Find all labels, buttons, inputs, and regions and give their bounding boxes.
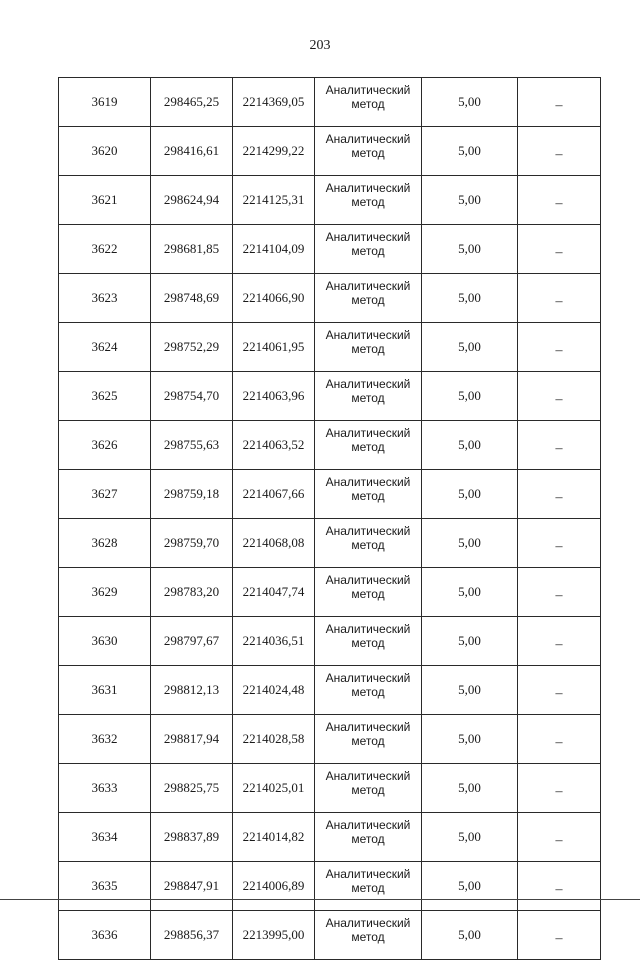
point-number-cell: 3623 <box>59 274 151 323</box>
y-coordinate-cell: 2214104,09 <box>233 225 315 274</box>
method-cell <box>315 470 422 519</box>
point-number-cell: 3630 <box>59 617 151 666</box>
x-coordinate-cell: 298856,37 <box>151 911 233 960</box>
empty-dash-cell: – <box>518 78 601 127</box>
y-coordinate-cell: 2214061,95 <box>233 323 315 372</box>
x-coordinate-cell: 298759,70 <box>151 519 233 568</box>
table-row <box>59 862 601 911</box>
method-cell <box>315 568 422 617</box>
method-cell <box>315 372 422 421</box>
x-coordinate-cell: 298847,91 <box>151 862 233 911</box>
accuracy-value-cell: 5,00 <box>422 764 518 813</box>
method-line-1: Аналитический <box>325 426 411 440</box>
point-number-cell: 3635 <box>59 862 151 911</box>
x-coordinate-cell: 298754,70 <box>151 372 233 421</box>
table-body <box>59 78 601 960</box>
empty-dash-cell: – <box>518 764 601 813</box>
y-coordinate-cell: 2214068,08 <box>233 519 315 568</box>
empty-dash-cell: – <box>518 911 601 960</box>
method-line-1: Аналитический <box>325 279 411 293</box>
empty-dash-cell: – <box>518 666 601 715</box>
x-coordinate-cell: 298759,18 <box>151 470 233 519</box>
x-coordinate-cell: 298812,13 <box>151 666 233 715</box>
x-coordinate-cell: 298755,63 <box>151 421 233 470</box>
empty-dash-cell: – <box>518 225 601 274</box>
accuracy-value-cell: 5,00 <box>422 911 518 960</box>
accuracy-value-cell: 5,00 <box>422 225 518 274</box>
method-cell <box>315 127 422 176</box>
accuracy-value-cell: 5,00 <box>422 813 518 862</box>
empty-dash-cell: – <box>518 176 601 225</box>
table-row <box>59 519 601 568</box>
point-number-cell: 3624 <box>59 323 151 372</box>
y-coordinate-cell: 2214024,48 <box>233 666 315 715</box>
method-line-2: метод <box>351 244 385 258</box>
method-line-2: метод <box>351 489 385 503</box>
y-coordinate-cell: 2214067,66 <box>233 470 315 519</box>
point-number-cell: 3632 <box>59 715 151 764</box>
table-row <box>59 176 601 225</box>
x-coordinate-cell: 298748,69 <box>151 274 233 323</box>
empty-dash-cell: – <box>518 127 601 176</box>
x-coordinate-cell: 298837,89 <box>151 813 233 862</box>
method-cell <box>315 813 422 862</box>
method-line-2: метод <box>351 146 385 160</box>
empty-dash-cell: – <box>518 715 601 764</box>
method-cell <box>315 421 422 470</box>
empty-dash-cell: – <box>518 813 601 862</box>
method-cell <box>315 78 422 127</box>
empty-dash-cell: – <box>518 372 601 421</box>
method-cell <box>315 666 422 715</box>
table-row <box>59 78 601 127</box>
method-line-1: Аналитический <box>325 475 411 489</box>
y-coordinate-cell: 2213995,00 <box>233 911 315 960</box>
accuracy-value-cell: 5,00 <box>422 666 518 715</box>
accuracy-value-cell: 5,00 <box>422 274 518 323</box>
method-cell <box>315 617 422 666</box>
method-line-2: метод <box>351 342 385 356</box>
method-line-2: метод <box>351 881 385 895</box>
empty-dash-cell: – <box>518 274 601 323</box>
method-line-2: метод <box>351 783 385 797</box>
x-coordinate-cell: 298817,94 <box>151 715 233 764</box>
method-line-2: метод <box>351 734 385 748</box>
method-line-2: метод <box>351 97 385 111</box>
point-number-cell: 3622 <box>59 225 151 274</box>
y-coordinate-cell: 2214006,89 <box>233 862 315 911</box>
y-coordinate-cell: 2214063,52 <box>233 421 315 470</box>
table-row <box>59 666 601 715</box>
point-number-cell: 3629 <box>59 568 151 617</box>
accuracy-value-cell: 5,00 <box>422 372 518 421</box>
accuracy-value-cell: 5,00 <box>422 127 518 176</box>
method-line-1: Аналитический <box>325 573 411 587</box>
coordinates-table <box>58 77 601 960</box>
coordinates-table-container <box>58 77 600 960</box>
table-row <box>59 323 601 372</box>
method-line-2: метод <box>351 930 385 944</box>
accuracy-value-cell: 5,00 <box>422 519 518 568</box>
bottom-rule <box>0 899 640 900</box>
table-row <box>59 372 601 421</box>
table-row <box>59 274 601 323</box>
method-cell <box>315 225 422 274</box>
table-row <box>59 764 601 813</box>
table-row <box>59 911 601 960</box>
accuracy-value-cell: 5,00 <box>422 715 518 764</box>
x-coordinate-cell: 298416,61 <box>151 127 233 176</box>
method-cell <box>315 519 422 568</box>
x-coordinate-cell: 298624,94 <box>151 176 233 225</box>
method-line-1: Аналитический <box>325 671 411 685</box>
method-line-2: метод <box>351 587 385 601</box>
accuracy-value-cell: 5,00 <box>422 421 518 470</box>
method-line-1: Аналитический <box>325 132 411 146</box>
accuracy-value-cell: 5,00 <box>422 862 518 911</box>
x-coordinate-cell: 298825,75 <box>151 764 233 813</box>
method-line-1: Аналитический <box>325 622 411 636</box>
point-number-cell: 3627 <box>59 470 151 519</box>
method-line-1: Аналитический <box>325 328 411 342</box>
method-line-1: Аналитический <box>325 818 411 832</box>
method-cell <box>315 911 422 960</box>
accuracy-value-cell: 5,00 <box>422 470 518 519</box>
method-line-2: метод <box>351 685 385 699</box>
empty-dash-cell: – <box>518 323 601 372</box>
table-row <box>59 617 601 666</box>
accuracy-value-cell: 5,00 <box>422 78 518 127</box>
empty-dash-cell: – <box>518 519 601 568</box>
method-line-1: Аналитический <box>325 524 411 538</box>
method-line-2: метод <box>351 832 385 846</box>
x-coordinate-cell: 298783,20 <box>151 568 233 617</box>
y-coordinate-cell: 2214028,58 <box>233 715 315 764</box>
method-line-2: метод <box>351 293 385 307</box>
table-row <box>59 127 601 176</box>
point-number-cell: 3636 <box>59 911 151 960</box>
x-coordinate-cell: 298797,67 <box>151 617 233 666</box>
x-coordinate-cell: 298465,25 <box>151 78 233 127</box>
y-coordinate-cell: 2214066,90 <box>233 274 315 323</box>
empty-dash-cell: – <box>518 617 601 666</box>
point-number-cell: 3633 <box>59 764 151 813</box>
y-coordinate-cell: 2214299,22 <box>233 127 315 176</box>
accuracy-value-cell: 5,00 <box>422 323 518 372</box>
table-row <box>59 225 601 274</box>
y-coordinate-cell: 2214063,96 <box>233 372 315 421</box>
method-line-1: Аналитический <box>325 83 411 97</box>
method-cell <box>315 715 422 764</box>
point-number-cell: 3634 <box>59 813 151 862</box>
method-cell <box>315 862 422 911</box>
method-line-1: Аналитический <box>325 377 411 391</box>
method-cell <box>315 323 422 372</box>
empty-dash-cell: – <box>518 862 601 911</box>
accuracy-value-cell: 5,00 <box>422 568 518 617</box>
point-number-cell: 3631 <box>59 666 151 715</box>
method-cell <box>315 274 422 323</box>
point-number-cell: 3626 <box>59 421 151 470</box>
y-coordinate-cell: 2214036,51 <box>233 617 315 666</box>
method-line-1: Аналитический <box>325 867 411 881</box>
method-line-1: Аналитический <box>325 181 411 195</box>
method-line-2: метод <box>351 636 385 650</box>
empty-dash-cell: – <box>518 470 601 519</box>
point-number-cell: 3628 <box>59 519 151 568</box>
x-coordinate-cell: 298752,29 <box>151 323 233 372</box>
page-number: 203 <box>309 38 331 53</box>
method-line-1: Аналитический <box>325 916 411 930</box>
method-line-1: Аналитический <box>325 720 411 734</box>
empty-dash-cell: – <box>518 568 601 617</box>
method-line-1: Аналитический <box>325 769 411 783</box>
table-row <box>59 568 601 617</box>
method-cell <box>315 176 422 225</box>
method-line-2: метод <box>351 440 385 454</box>
y-coordinate-cell: 2214125,31 <box>233 176 315 225</box>
y-coordinate-cell: 2214047,74 <box>233 568 315 617</box>
table-row <box>59 470 601 519</box>
method-line-2: метод <box>351 538 385 552</box>
y-coordinate-cell: 2214369,05 <box>233 78 315 127</box>
method-cell <box>315 764 422 813</box>
point-number-cell: 3620 <box>59 127 151 176</box>
empty-dash-cell: – <box>518 421 601 470</box>
table-row <box>59 715 601 764</box>
y-coordinate-cell: 2214025,01 <box>233 764 315 813</box>
method-line-1: Аналитический <box>325 230 411 244</box>
point-number-cell: 3621 <box>59 176 151 225</box>
x-coordinate-cell: 298681,85 <box>151 225 233 274</box>
table-row <box>59 421 601 470</box>
y-coordinate-cell: 2214014,82 <box>233 813 315 862</box>
method-line-2: метод <box>351 391 385 405</box>
table-row <box>59 813 601 862</box>
point-number-cell: 3619 <box>59 78 151 127</box>
accuracy-value-cell: 5,00 <box>422 617 518 666</box>
point-number-cell: 3625 <box>59 372 151 421</box>
accuracy-value-cell: 5,00 <box>422 176 518 225</box>
method-line-2: метод <box>351 195 385 209</box>
